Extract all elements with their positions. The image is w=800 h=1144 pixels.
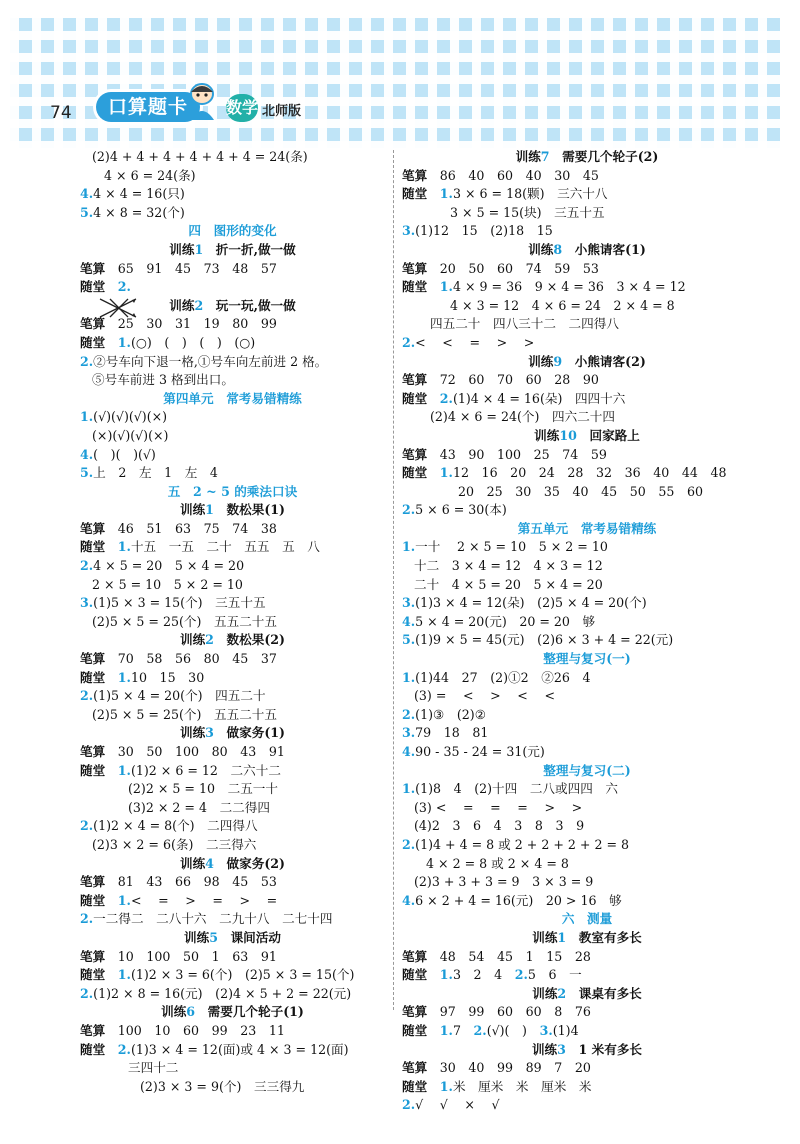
answer-line: 四五二十 四八三十二 二四得八	[430, 316, 619, 332]
column-divider	[393, 150, 394, 1010]
answer-line: 4 × 3 = 12 4 × 6 = 24 2 × 4 = 8	[450, 297, 675, 313]
answer-line: 笔算 20 50 60 74 59 53	[402, 260, 599, 276]
answer-line: 2.(1)5 × 4 = 20(个) 四五二十	[80, 688, 266, 704]
answer-line: 随堂 1.10 15 30	[80, 669, 205, 685]
answer-line: (2)4 + 4 + 4 + 4 + 4 + 4 = 24(条)	[92, 149, 308, 164]
answer-line: 2.4 × 5 = 20 5 × 4 = 20	[80, 558, 245, 574]
answer-line: (2)3 × 2 = 6(条) 二三得六	[92, 836, 257, 852]
answer-line: 2.5 × 6 = 30(本)	[402, 502, 507, 518]
unit-review-title: 第四单元 常考易错精练	[163, 390, 302, 406]
lesson-title: 训练7 需要几个轮子(2)	[515, 149, 659, 164]
answer-line: (×)(√)(√)(×)	[92, 427, 169, 443]
answer-line: (2)5 × 5 = 25(个) 五五二十五	[92, 706, 277, 722]
answer-line: 3.(1)5 × 3 = 15(个) 三五十五	[80, 595, 266, 611]
answer-line: 4.5 × 4 = 20(元) 20 = 20 够	[402, 613, 596, 629]
answer-line: 3.(1)3 × 4 = 12(朵) (2)5 × 4 = 20(个)	[402, 595, 647, 611]
answer-line: 3.(1)12 15 (2)18 15	[402, 223, 553, 239]
answer-line: 笔算 100 10 60 99 23 11	[80, 1022, 285, 1038]
edition-label: 北师版	[262, 104, 302, 119]
answer-line: 笔算 10 100 50 1 63 91	[80, 948, 277, 964]
answer-line: (3)2 × 2 = 4 二二得四	[128, 799, 270, 815]
lesson-title: 训练3 1 米有多长	[531, 1041, 643, 1057]
answer-line: 随堂 1.(○) ( ) ( ) (○)	[80, 334, 256, 350]
unit-review-title: 第五单元 常考易错精练	[517, 520, 657, 536]
answer-line: 3 × 5 = 15(块) 三五十五	[450, 204, 605, 220]
answer-line: (2)3 × 3 = 9(个) 三三得九	[140, 1078, 305, 1094]
answer-line: 1.一十 2 × 5 = 10 5 × 2 = 10	[402, 539, 608, 555]
header-banner	[10, 18, 780, 148]
answer-line: (2)4 × 6 = 24(个) 四六二十四	[430, 409, 615, 425]
answer-line: 随堂 1.米 厘米 米 厘米 米	[402, 1078, 592, 1094]
answer-line: 二十 4 × 5 = 20 5 × 4 = 20	[414, 576, 603, 592]
answer-line: 4.4 × 4 = 16(只)	[80, 186, 185, 202]
review-title: 整理与复习(一)	[543, 651, 631, 667]
answer-line: (3) = < > < <	[414, 688, 555, 704]
answer-line: 笔算 72 60 70 60 28 90	[402, 372, 599, 388]
answer-line: 2.(1)2 × 4 = 8(个) 二四得八	[80, 818, 258, 834]
unit-title: 五 2 ~ 5 的乘法口诀	[167, 483, 298, 499]
answer-line: 笔算 86 40 60 40 30 45	[402, 167, 599, 183]
page-number: 74	[50, 103, 72, 123]
answer-line: 随堂 1.(1)2 × 6 = 12 二六十二	[80, 762, 281, 778]
answer-line: 1.(1)44 27 (2)①2 ②26 4	[402, 669, 591, 685]
answer-line: 笔算 25 30 31 19 80 99	[80, 316, 277, 332]
lesson-title: 训练5 课间活动	[184, 929, 281, 945]
answer-line: 2 × 5 = 10 5 × 2 = 10	[92, 576, 243, 592]
answer-line: ⑤号车前进 3 格到出口。	[92, 372, 234, 388]
lesson-title: 训练2 课桌有多长	[532, 985, 642, 1001]
lesson-title: 训练8 小熊请客(1)	[528, 241, 646, 257]
answer-line: 4.90 - 35 - 24 = 31(元)	[402, 744, 545, 759]
answer-line: (2)2 × 5 = 10 二五一十	[128, 781, 278, 797]
answer-line: 随堂 1.4 × 9 = 36 9 × 4 = 36 3 × 4 = 12	[402, 279, 686, 295]
subject-badge: 数学	[226, 94, 258, 122]
unit-title: 四 图形的变化	[188, 223, 277, 239]
answer-line: 笔算 97 99 60 60 8 76	[402, 1004, 591, 1020]
answer-line: 随堂 2.(1)4 × 4 = 16(朵) 四四十六	[402, 390, 626, 406]
review-title: 整理与复习(二)	[543, 762, 631, 778]
answer-line: 笔算 48 54 45 1 15 28	[402, 948, 591, 964]
answer-line: 2.√ √ × √	[402, 1097, 500, 1113]
answer-line: 4 × 6 = 24(条)	[104, 167, 196, 183]
answer-line: (3) < = = = > >	[414, 799, 583, 815]
answer-line: 随堂 1.< = > = > =	[80, 892, 278, 908]
answer-line: 2.②号车向下退一格,①号车向左前进 2 格。	[80, 353, 328, 369]
answer-line: 2.(1)4 + 4 = 8 或 2 + 2 + 2 + 2 = 8	[402, 836, 630, 852]
answer-line: 笔算 70 58 56 80 45 37	[80, 651, 277, 667]
answer-line: 2.一二得二 二八十六 二九十八 二七十四	[80, 911, 333, 927]
answer-line: 20 25 30 35 40 45 50 55 60	[458, 483, 703, 499]
answer-line: (2)3 + 3 + 3 = 9 3 × 3 = 9	[414, 874, 594, 890]
lesson-title: 训练1 教室有多长	[532, 929, 642, 945]
answer-line: 3.79 18 81	[402, 725, 489, 741]
lesson-title: 训练1 折一折,做一做	[169, 241, 296, 257]
answer-line: 三四十二	[128, 1060, 179, 1076]
answer-line: 5.上 2 左 1 左 4	[80, 465, 218, 481]
lesson-title: 训练1 数松果(1)	[179, 502, 285, 518]
answer-line: 4.6 × 2 + 4 = 16(元) 20 > 16 够	[402, 892, 622, 908]
mascot-icon	[184, 80, 220, 122]
answer-line: 4 × 2 = 8 或 2 × 4 = 8	[426, 855, 569, 871]
answer-line: 随堂 1.7 2.(√)( ) 3.(1)4	[402, 1022, 579, 1038]
answer-line: 十二 3 × 4 = 12 4 × 3 = 12	[414, 558, 603, 574]
lesson-title: 训练10 回家路上	[534, 427, 640, 443]
answer-line: 1.(√)(√)(√)(×)	[80, 409, 168, 425]
lesson-title: 训练9 小熊请客(2)	[528, 353, 646, 369]
answer-line: 笔算 43 90 100 25 74 59	[402, 446, 607, 462]
lesson-title: 训练4 做家务(2)	[179, 855, 285, 871]
lesson-title: 训练6 需要几个轮子(1)	[161, 1004, 304, 1020]
answer-line: 5.(1)9 × 5 = 45(元) (2)6 × 3 + 4 = 22(元)	[402, 632, 674, 648]
right-column	[402, 148, 772, 1115]
lesson-title: 训练2 数松果(2)	[179, 632, 285, 648]
answer-line: (2)5 × 5 = 25(个) 五五二十五	[92, 613, 277, 629]
lesson-title: 训练2 玩一玩,做一做	[169, 297, 296, 313]
answer-line: 随堂 1.(1)2 × 3 = 6(个) (2)5 × 3 = 15(个)	[80, 967, 355, 983]
answer-line: 4.( )( )(√)	[80, 446, 156, 462]
answer-line: 随堂 1.3 × 6 = 18(颗) 三六十八	[402, 186, 608, 202]
answer-line: 随堂 1.12 16 20 24 28 32 36 40 44 48	[402, 465, 727, 481]
unit-title: 六 测量	[561, 911, 613, 927]
lesson-title: 训练3 做家务(1)	[179, 725, 285, 741]
answer-line: 1.(1)8 4 (2)十四 二八或四四 六	[402, 781, 618, 797]
left-column	[80, 148, 385, 1096]
answer-line: 随堂 1.3 2 4 2.5 6 一	[402, 967, 582, 983]
answer-line: (4)2 3 6 4 3 8 3 9	[414, 818, 585, 834]
answer-line: 5.4 × 8 = 32(个)	[80, 204, 185, 220]
answer-line: 笔算 65 91 45 73 48 57	[80, 260, 277, 276]
answer-line: 2.< < = > >	[402, 334, 535, 350]
answer-line: 随堂 2.(1)3 × 4 = 12(面)或 4 × 3 = 12(面)	[80, 1041, 349, 1057]
answer-line: 随堂 2.	[80, 278, 385, 297]
answer-line: 笔算 30 50 100 80 43 91	[80, 744, 285, 759]
answer-line: 随堂 1.十五 一五 二十 五五 五 八	[80, 539, 320, 555]
answer-line: 笔算 81 43 66 98 45 53	[80, 874, 277, 890]
answer-line: 2.(1)2 × 8 = 16(元) (2)4 × 5 + 2 = 22(元)	[80, 985, 352, 1001]
answer-line: 2.(1)③ (2)②	[402, 706, 487, 722]
logo: 口算题卡	[96, 92, 200, 122]
answer-line: 笔算 30 40 99 89 7 20	[402, 1060, 591, 1076]
answer-line: 笔算 46 51 63 75 74 38	[80, 520, 277, 536]
